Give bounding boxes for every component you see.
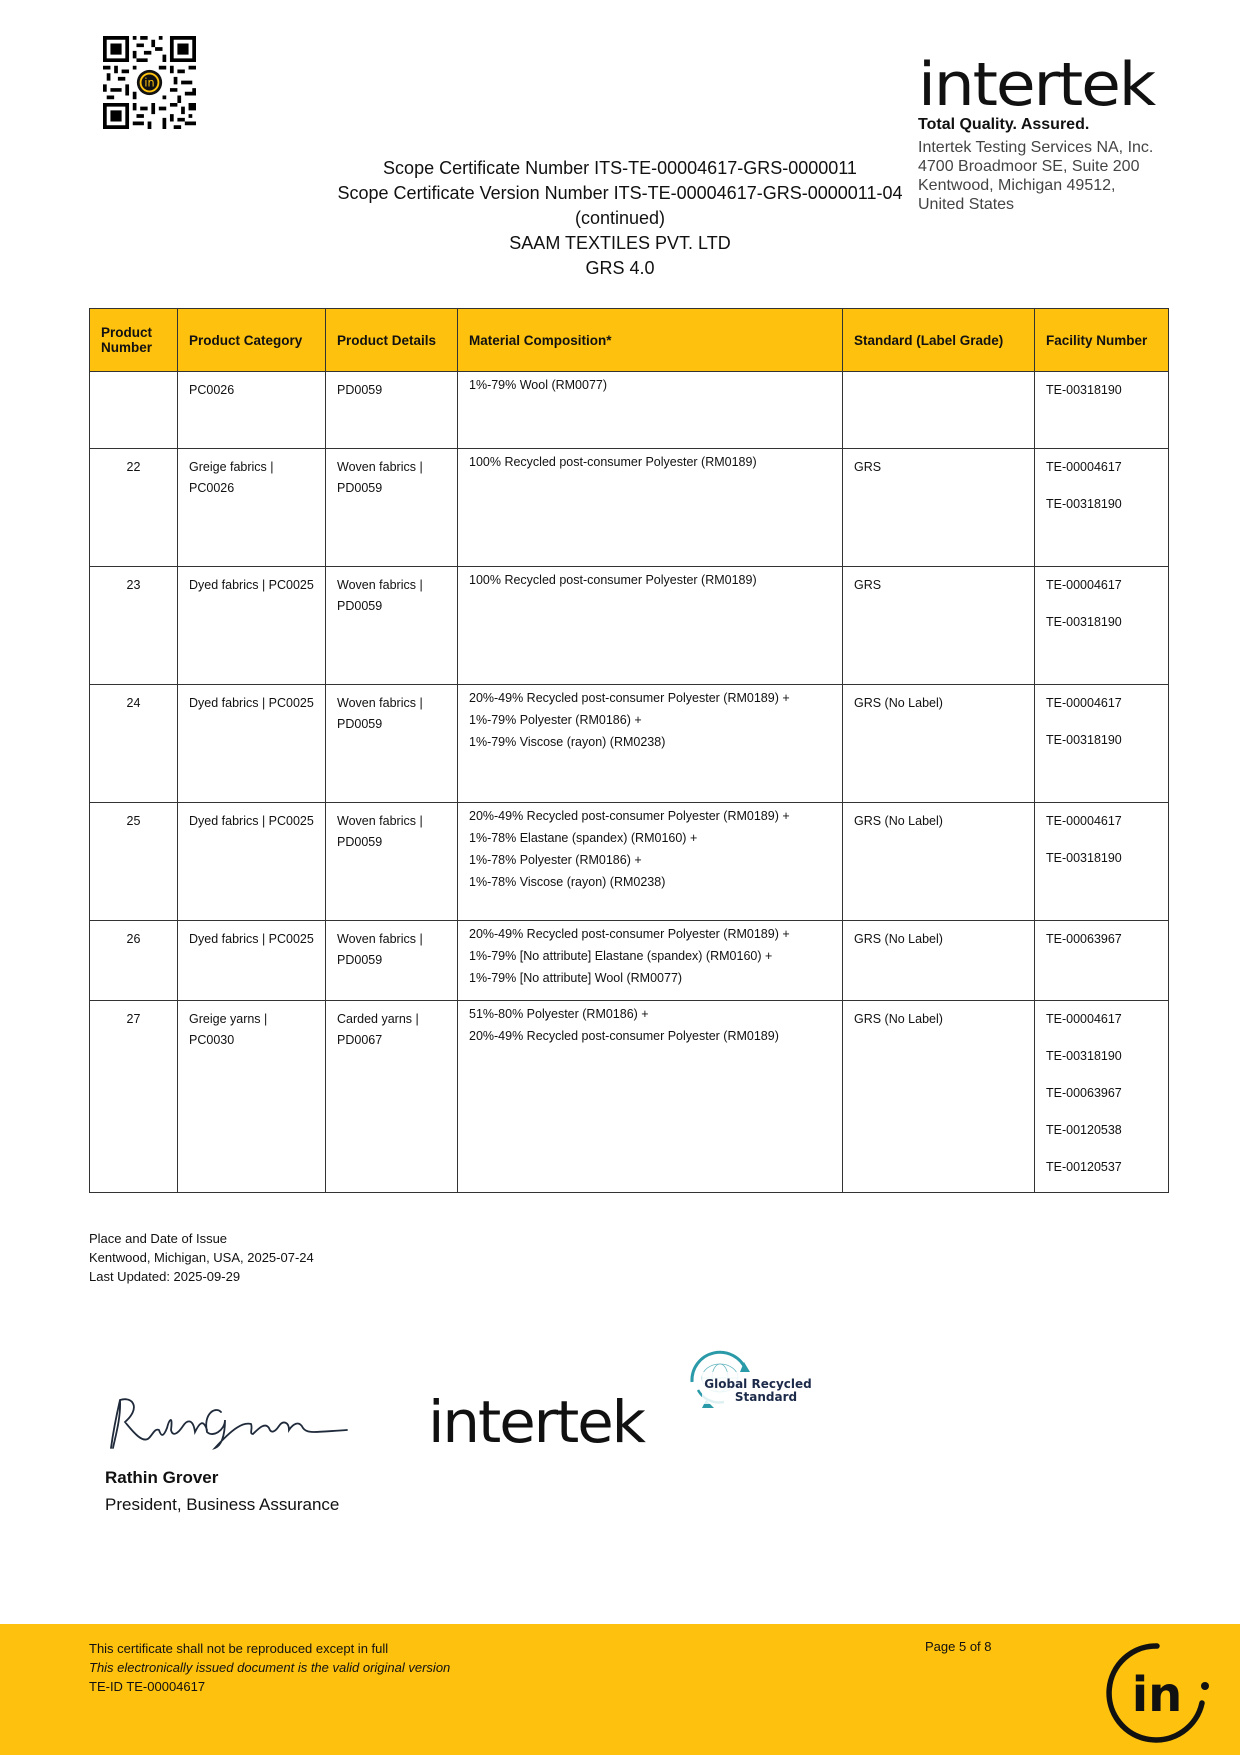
cell-product-number: 23 [90, 567, 178, 685]
issue-place-date: Kentwood, Michigan, USA, 2025-07-24 [89, 1250, 314, 1265]
table-row [90, 372, 1169, 449]
cell-product-number: 25 [90, 803, 178, 921]
intertek-circle-icon [1104, 1641, 1210, 1747]
svg-text:in: in [1131, 1667, 1183, 1723]
products-table [89, 308, 1169, 1193]
material-line: 1%-79% [No attribute] Elastane (spandex) (RM0160) + [469, 949, 773, 963]
cell-facility-number [1035, 921, 1169, 1001]
facility-number: TE-00318190 [1046, 733, 1122, 747]
scope-certificate-version: Scope Certificate Version Number ITS-TE-00004617-GRS-0000011-04 [337, 183, 903, 203]
intertek-logo-icon [428, 1392, 648, 1452]
intertek-header-logo [918, 56, 1163, 214]
cell-product-category: Dyed fabrics | PC0025 [178, 567, 326, 685]
address-line: 4700 Broadmoor SE, Suite 200 [918, 158, 1140, 175]
material-line: 1%-78% Viscose (rayon) (RM0238) [469, 875, 666, 889]
material-line: 20%-49% Recycled post-consumer Polyester (RM0189) [469, 1029, 779, 1043]
svg-text:intertek: intertek [428, 1392, 647, 1452]
cell-material-composition [458, 372, 843, 449]
cell-material-composition [458, 921, 843, 1001]
cell-standard: GRS (No Label) [843, 803, 1035, 921]
facility-number: TE-00063967 [1046, 1086, 1122, 1100]
facility-number: TE-00318190 [1046, 615, 1122, 629]
grs-logo-line1: Global Recycled [704, 1377, 812, 1391]
cell-material-composition [458, 1001, 843, 1193]
facility-number: TE-00120538 [1046, 1123, 1122, 1137]
footer-electronic-note: This electronically issued document is the valid original version [89, 1660, 451, 1675]
cell-facility-number [1035, 372, 1169, 449]
cell-standard: GRS (No Label) [843, 685, 1035, 803]
footer-reproduction-note: This certificate shall not be reproduced except in full [89, 1641, 389, 1656]
header-product-details: Product Details [326, 309, 458, 372]
cell-product-number [90, 372, 178, 449]
cell-facility-number [1035, 803, 1169, 921]
facility-number: TE-00004617 [1046, 578, 1122, 592]
cell-standard: GRS [843, 449, 1035, 567]
facility-number: TE-00318190 [1046, 383, 1122, 397]
header-facility-number: Facility Number [1035, 309, 1169, 372]
cell-product-details: Woven fabrics | PD0059 [326, 921, 458, 1001]
cell-product-category: Greige fabrics | PC0026 [178, 449, 326, 567]
header-material-composition: Material Composition* [458, 309, 843, 372]
cell-product-details: Carded yarns | PD0067 [326, 1001, 458, 1193]
cell-product-number: 27 [90, 1001, 178, 1193]
cell-product-category: Dyed fabrics | PC0025 [178, 685, 326, 803]
cell-material-composition [458, 803, 843, 921]
facility-number: TE-00318190 [1046, 497, 1122, 511]
address-line: Kentwood, Michigan 49512, [918, 177, 1116, 194]
brand-address [918, 138, 1163, 214]
facility-number: TE-00004617 [1046, 814, 1122, 828]
facility-number: TE-00318190 [1046, 1049, 1122, 1063]
cell-product-category: Dyed fabrics | PC0025 [178, 803, 326, 921]
cell-product-details: PD0059 [326, 372, 458, 449]
continued-note: (continued) [574, 208, 666, 228]
svg-text:intertek: intertek [918, 56, 1157, 112]
header-standard: Standard (Label Grade) [843, 309, 1035, 372]
cell-standard [843, 372, 1035, 449]
cell-standard: GRS (No Label) [843, 1001, 1035, 1193]
issue-info [89, 1229, 314, 1286]
cell-product-details: Woven fabrics | PD0059 [326, 449, 458, 567]
address-line: Intertek Testing Services NA, Inc. [918, 139, 1154, 156]
cell-product-category: Dyed fabrics | PC0025 [178, 921, 326, 1001]
standard-version: GRS 4.0 [585, 258, 655, 278]
grs-logo-line2: Standard [734, 1390, 798, 1404]
material-line: 1%-78% Elastane (spandex) (RM0160) + [469, 831, 698, 845]
cell-facility-number [1035, 1001, 1169, 1193]
facility-number: TE-00004617 [1046, 460, 1122, 474]
cell-product-number: 22 [90, 449, 178, 567]
material-line: 100% Recycled post-consumer Polyester (RM0189) [469, 455, 757, 469]
material-line: 1%-79% Polyester (RM0186) + [469, 713, 642, 727]
address-line: United States [918, 196, 1015, 213]
cell-product-number: 26 [90, 921, 178, 1001]
cell-material-composition [458, 449, 843, 567]
cell-facility-number [1035, 567, 1169, 685]
material-line: 1%-78% Polyester (RM0186) + [469, 853, 642, 867]
global-recycled-standard-logo [684, 1348, 824, 1415]
cell-material-composition [458, 685, 843, 803]
facility-number: TE-00063967 [1046, 932, 1122, 946]
company-name: SAAM TEXTILES PVT. LTD [509, 233, 731, 253]
last-updated: Last Updated: 2025-09-29 [89, 1269, 241, 1284]
facility-number: TE-00004617 [1046, 1012, 1122, 1026]
cell-product-category: Greige yarns | PC0030 [178, 1001, 326, 1193]
qr-code-icon [103, 36, 196, 129]
scope-certificate-number: Scope Certificate Number ITS-TE-00004617-GRS-0000011 [383, 158, 857, 178]
table-row [90, 685, 1169, 803]
table-row [90, 1001, 1169, 1193]
material-line: 20%-49% Recycled post-consumer Polyester (RM0189) + [469, 927, 790, 941]
table-row [90, 921, 1169, 1001]
facility-number: TE-00004617 [1046, 696, 1122, 710]
cell-product-details: Woven fabrics | PD0059 [326, 685, 458, 803]
facility-number: TE-00120537 [1046, 1160, 1122, 1174]
certificate-header [300, 156, 940, 281]
cell-standard: GRS (No Label) [843, 921, 1035, 1001]
signature-image [103, 1388, 353, 1454]
facility-number: TE-00318190 [1046, 851, 1122, 865]
cell-product-details: Woven fabrics | PD0059 [326, 567, 458, 685]
material-line: 1%-79% Viscose (rayon) (RM0238) [469, 735, 666, 749]
footer [0, 1624, 1240, 1755]
material-line: 1%-79% Wool (RM0077) [469, 378, 608, 392]
table-row [90, 567, 1169, 685]
table-row [90, 449, 1169, 567]
header-product-number: Product Number [90, 309, 178, 372]
brand-tagline: Total Quality. Assured. [918, 116, 1090, 133]
cell-product-number: 24 [90, 685, 178, 803]
cell-facility-number [1035, 449, 1169, 567]
intertek-logo-icon [918, 56, 1158, 112]
material-line: 20%-49% Recycled post-consumer Polyester (RM0189) + [469, 809, 790, 823]
signer-title: President, Business Assurance [105, 1495, 340, 1514]
table-header-row [90, 309, 1169, 372]
material-line: 51%-80% Polyester (RM0186) + [469, 1007, 649, 1021]
signer-block [105, 1468, 339, 1515]
cell-material-composition [458, 567, 843, 685]
cell-standard: GRS [843, 567, 1035, 685]
material-line: 100% Recycled post-consumer Polyester (RM0189) [469, 573, 757, 587]
signer-name: Rathin Grover [105, 1468, 219, 1487]
grs-logo-icon [684, 1348, 824, 1410]
page-number: Page 5 of 8 [925, 1639, 992, 1654]
issue-label: Place and Date of Issue [89, 1231, 228, 1246]
footer-text [89, 1639, 450, 1696]
svg-text:in: in [144, 76, 155, 90]
cell-product-details: Woven fabrics | PD0059 [326, 803, 458, 921]
cell-facility-number [1035, 685, 1169, 803]
header-product-category: Product Category [178, 309, 326, 372]
cell-product-category: PC0026 [178, 372, 326, 449]
material-line: 1%-79% [No attribute] Wool (RM0077) [469, 971, 683, 985]
material-line: 20%-49% Recycled post-consumer Polyester (RM0189) + [469, 691, 790, 705]
footer-te-id: TE-ID TE-00004617 [89, 1679, 206, 1694]
table-row [90, 803, 1169, 921]
